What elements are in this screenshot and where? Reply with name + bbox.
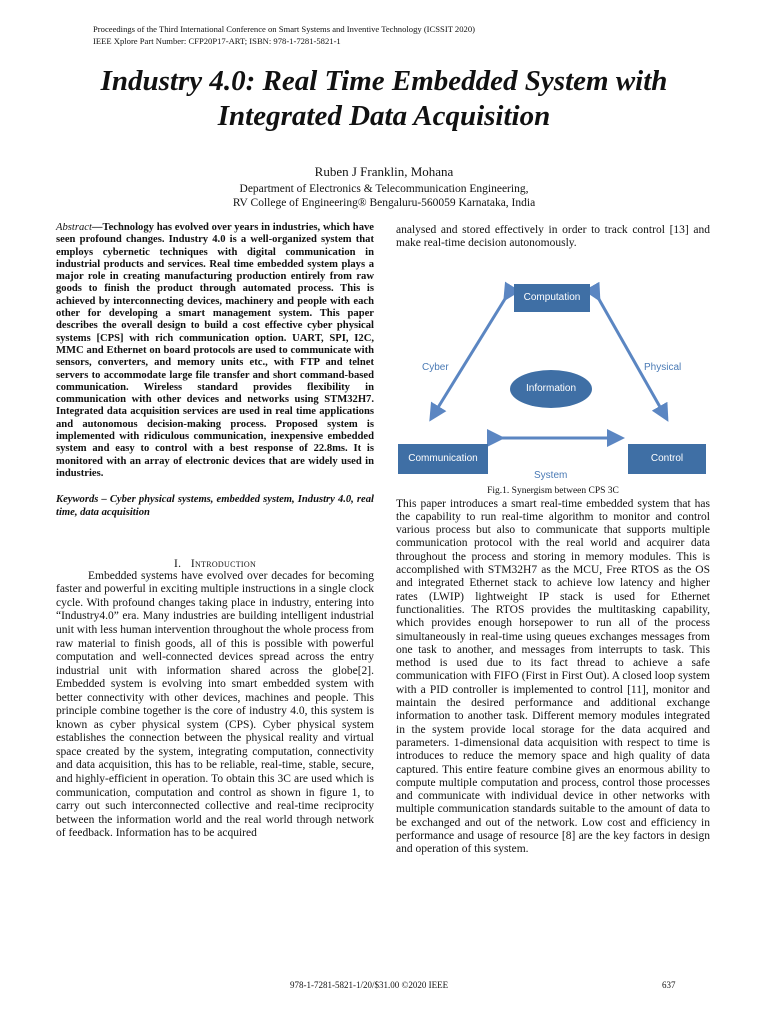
node-computation: Computation	[514, 284, 590, 312]
introduction-text: Embedded systems have evolved over decades for becoming faster and powerful in exciting multiple instructions in a single clock cycle. With profound changes taking place in industry, entering into “Industry4.0” era. Many industries are building intelligent industrial unit with less human intervention throughout the whole process from raw material to finish goods, all of this is possible with powerful computation and well-connected devices spread across the entry industrial unit with information shared across the globe[2]. Embedded system is evolving into smart embedded system with better connectivity with other devices, machines and people. This principle combine together is the core of industry 4.0, this system is known as cyber physical system (CPS). Cyber physical system establishes the connection between the physical reality and virtual space created by the system, integrating computation, connectivity and data acquisition, this has to be reliable, real-time, stable, secure, and highly-efficient in operation. To obtain this 3C are used which is communication, computation and control as shown in figure 1, to carry out such interconnected collective and real-time reciprocity between the information world and the real world through network of feedback. Information has to be acquired	[56, 569, 374, 840]
section-title: Introduction	[190, 557, 257, 570]
right-top-text: analysed and stored effectively in order to track control [13] and make real-time decision autonomously.	[396, 224, 710, 250]
node-communication: Communication	[398, 444, 488, 474]
arrow-computation-communication	[434, 294, 508, 414]
title-line-2: Integrated Data Acquisition	[217, 100, 551, 132]
header-line-1: Proceedings of the Third International Conference on Smart Systems and Inventive Technology (ICSSIT 2020)	[93, 24, 475, 34]
affiliation-line-1: Department of Electronics & Telecommunication Engineering,	[239, 183, 529, 195]
left-column	[56, 222, 374, 841]
authors: Ruben J Franklin, Mohana	[314, 164, 454, 179]
keywords: Keywords – Cyber physical systems, embedded system, Industry 4.0, real time, data acquisition	[56, 494, 374, 518]
page-number: 637	[662, 980, 676, 990]
edge-label-cyber: Cyber	[422, 361, 449, 373]
abstract	[56, 222, 374, 480]
node-information: Information	[510, 370, 592, 408]
node-control: Control	[628, 444, 706, 474]
paper-title	[40, 64, 728, 134]
figure-cps-3c	[396, 254, 710, 481]
abstract-label: Abstract	[56, 222, 92, 233]
affiliation-line-2: RV College of Engineering® Bengaluru-560059 Karnataka, India	[232, 197, 536, 209]
conference-header	[93, 23, 475, 47]
edge-label-system: System	[534, 469, 568, 481]
right-body-text: This paper introduces a smart real-time embedded system that has the capability to run real-time algorithm to monitor and control various process but also to communicate that supports multiple communication protocol with the real world and acquirer data throughout the process and storing in memory modules. This is accomplished with STM32H7 as the MCU, Free RTOS as the OS and integrated Ethernet stack to achieve low latency and higher rates (LWIP) lightweight IP stack is used for Ethernet functionalities. The RTOS provides the multitasking capability, which provides enough horsepower to run all of the process simultaneously in real-time using queues exchanges messages from one task to another, and messages from interrupts to task. This method is used due to its fact thread to achieve a safe communication with FIFO (First in First Out). A closed loop system with a PID controller is implemented to control [11], monitor and maintain the desired performance and additional exchange information to another task. Different memory modules integrated in the system provide local storage for the data acquired and parameters. 1-dimensional data acquisition with respect to time is introduces to reduce the memory space and high quality of data captured. This entire feature combine gives an enormous ability to compute multiple computation and process, control those processes and communicate with individual device in other networks with multiple communication standards suitable to the amount of data to be exchanged and out of the network. Low cost and efficiency in performance and usage of resource [8] are the key factors in design and operation of this system.	[396, 497, 710, 856]
right-column	[396, 224, 710, 857]
section-heading	[56, 558, 374, 570]
header-line-2: IEEE Xplore Part Number: CFP20P17-ART; ISBN: 978-1-7281-5821-1	[93, 36, 341, 46]
affiliation	[40, 182, 728, 210]
figure-caption: Fig.1. Synergism between CPS 3C	[487, 485, 619, 496]
section-number: I.	[173, 557, 182, 570]
footer-copyright: 978-1-7281-5821-1/20/$31.00 ©2020 IEEE	[290, 980, 449, 990]
edge-label-physical: Physical	[644, 361, 682, 373]
abstract-text: —Technology has evolved over years in industries, which have seen profound changes. Industry 4.0 is a well-organized system that employs cybernetic techniques with digital communication in industrial products and services. Real time embedded system plays a major role in creating manufacturing production entirely from raw goods to finish the product through automated process. This is achieved by interconnecting devices, machinery and people with each other for developing a smart management system. This paper describes the overall design to build a cost effective cyber physical systems [CPS] with rich communication option. UART, SPI, I2C, MMC and Ethernet on board protocols are used to communicate with sensors, converters, and memory units etc., with FTP and telnet servers to accommodate large file transfer and short command-based communication. Wireless standard provides flexibility in communication with other devices and networks using STM32H7. Integrated data acquisition services are used in real time applications and autonomous decision-making process. Proposed system is implemented with ridiculous communication, inexpensive embedded system and easy to control with a best response of 22.8ms. It is monitored with an array of electronic devices that are widely used in industries.	[56, 222, 374, 479]
arrow-computation-control	[596, 294, 664, 414]
title-line-1: Industry 4.0: Real Time Embedded System with	[100, 65, 668, 97]
